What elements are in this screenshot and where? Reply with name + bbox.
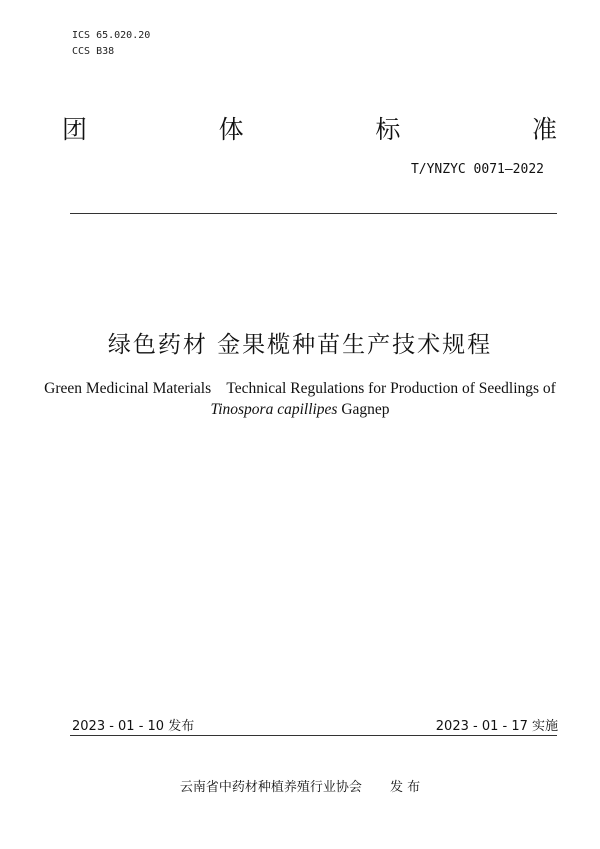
- standard-type-heading: [62, 110, 557, 146]
- standard-type-char: 标: [375, 115, 401, 144]
- bottom-divider: [70, 735, 557, 736]
- issue-date: 2023 - 01 - 10 发布: [72, 719, 195, 734]
- top-divider: [70, 213, 557, 214]
- ics-code: ICS 65.020.20: [72, 30, 151, 41]
- species-author: Gagnep: [337, 401, 390, 418]
- standard-number: T/YNZYC 0071—2022: [410, 162, 544, 177]
- ccs-code: CCS B38: [72, 46, 115, 57]
- implement-date: 2023 - 01 - 17 实施: [435, 719, 558, 734]
- standard-type-char: 准: [531, 115, 557, 144]
- standard-type-char: 团: [62, 115, 88, 144]
- publisher-action: 发 布: [389, 780, 421, 795]
- english-title-line2: [40, 399, 560, 420]
- english-title-line1: Green Medicinal Materials Technical Regulations for Production of Seedlings of: [44, 380, 556, 397]
- publisher-line: [0, 776, 600, 795]
- standard-type-char: 体: [218, 115, 244, 144]
- species-name: Tinospora capillipes: [210, 401, 338, 418]
- english-title: [40, 378, 560, 420]
- publisher-org: 云南省中药材种植养殖行业协会: [179, 780, 362, 795]
- chinese-title: 绿色药材 金果榄种苗生产技术规程: [107, 332, 493, 358]
- classification-codes: [72, 28, 150, 60]
